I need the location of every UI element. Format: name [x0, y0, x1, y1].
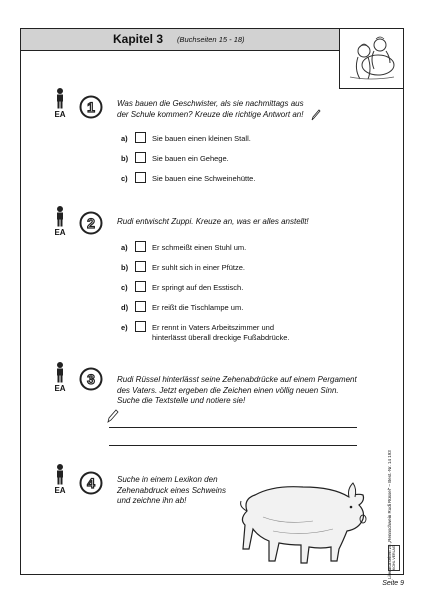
- worksheet-frame: [20, 28, 404, 579]
- side-credit: Literaturseiten zu „Rennschwein Rudi Rüssel“ – Best.-Nr. 14 193: [387, 450, 392, 579]
- publisher-logo: KOHL VERLAG: [388, 545, 400, 571]
- ea-label: EA: [54, 384, 66, 393]
- svg-text:1: 1: [87, 99, 95, 115]
- work-mode-ea-2: [49, 205, 71, 237]
- page-number: Seite 9: [382, 580, 404, 587]
- task-number-circle-4: [79, 471, 103, 495]
- answer-line-2[interactable]: [109, 445, 357, 446]
- task-2-option-a[interactable]: a) Er schmeißt einen Stuhl um.: [121, 243, 247, 252]
- checkbox[interactable]: [135, 241, 146, 252]
- student-icon: [54, 87, 66, 109]
- task-number-circle-1: [79, 95, 103, 119]
- ea-label: EA: [54, 228, 66, 237]
- chapter-header: [21, 29, 339, 51]
- checkbox[interactable]: [135, 321, 146, 332]
- task-4-question: Suche in einem Lexikon den Zehenabdruck eines Schweins und zeichne ihn ab!: [117, 475, 226, 505]
- checkbox[interactable]: [135, 261, 146, 272]
- task-1-option-a[interactable]: a) Sie bauen einen kleinen Stall.: [121, 134, 251, 143]
- work-mode-ea-1: [49, 87, 71, 119]
- children-with-pig-illustration: [340, 29, 402, 87]
- task-2-option-d[interactable]: d) Er reißt die Tischlampe um.: [121, 303, 244, 312]
- checkbox[interactable]: [135, 132, 146, 143]
- ea-label: EA: [54, 110, 66, 119]
- chapter-title: Kapitel 3: [113, 32, 164, 46]
- task-2-option-b[interactable]: b) Er suhlt sich in einer Pfütze.: [121, 263, 245, 272]
- pencil-icon: [311, 109, 321, 121]
- student-icon: [54, 361, 66, 383]
- svg-text:4: 4: [87, 475, 95, 491]
- task-1-option-b[interactable]: b) Sie bauen ein Gehege.: [121, 154, 229, 163]
- task-number-circle-2: [79, 211, 103, 235]
- svg-text:3: 3: [87, 371, 95, 387]
- checkbox[interactable]: [135, 172, 146, 183]
- task-2-question: Rudi entwischt Zuppi. Kreuze an, was er alles anstellt!: [117, 217, 309, 226]
- work-mode-ea-4: [49, 463, 71, 495]
- chapter-pages: (Buchseiten 15 - 18): [177, 35, 245, 44]
- pig-illustration: [233, 477, 373, 567]
- task-1-question: Was bauen die Geschwister, als sie nachmittags aus der Schule kommen? Kreuze die richtige Antwort an!: [117, 99, 304, 119]
- checkbox[interactable]: [135, 281, 146, 292]
- pencil-icon: [107, 409, 119, 423]
- checkbox[interactable]: [135, 301, 146, 312]
- task-1-option-c[interactable]: c) Sie bauen eine Schweinehütte.: [121, 174, 256, 183]
- task-2-option-c[interactable]: c) Er springt auf den Esstisch.: [121, 283, 244, 292]
- task-3-question: Rudi Rüssel hinterlässt seine Zehenabdrücke auf einem Pergament des Vaters. Jetzt ergeben die Zeichen einen völlig neuen Sinn. Suche die Textstelle und notiere sie!: [117, 375, 357, 405]
- student-icon: [54, 205, 66, 227]
- work-mode-ea-3: [49, 361, 71, 393]
- task-2-option-e[interactable]: e) Er rennt in Vaters Arbeitszimmer und hinterlässt überall dreckige Fußabdrücke.: [121, 323, 290, 342]
- svg-text:2: 2: [87, 215, 95, 231]
- corner-illustration: [339, 29, 403, 89]
- answer-line-1[interactable]: [109, 427, 357, 428]
- ea-label: EA: [54, 486, 66, 495]
- student-icon: [54, 463, 66, 485]
- checkbox[interactable]: [135, 152, 146, 163]
- task-number-circle-3: [79, 367, 103, 391]
